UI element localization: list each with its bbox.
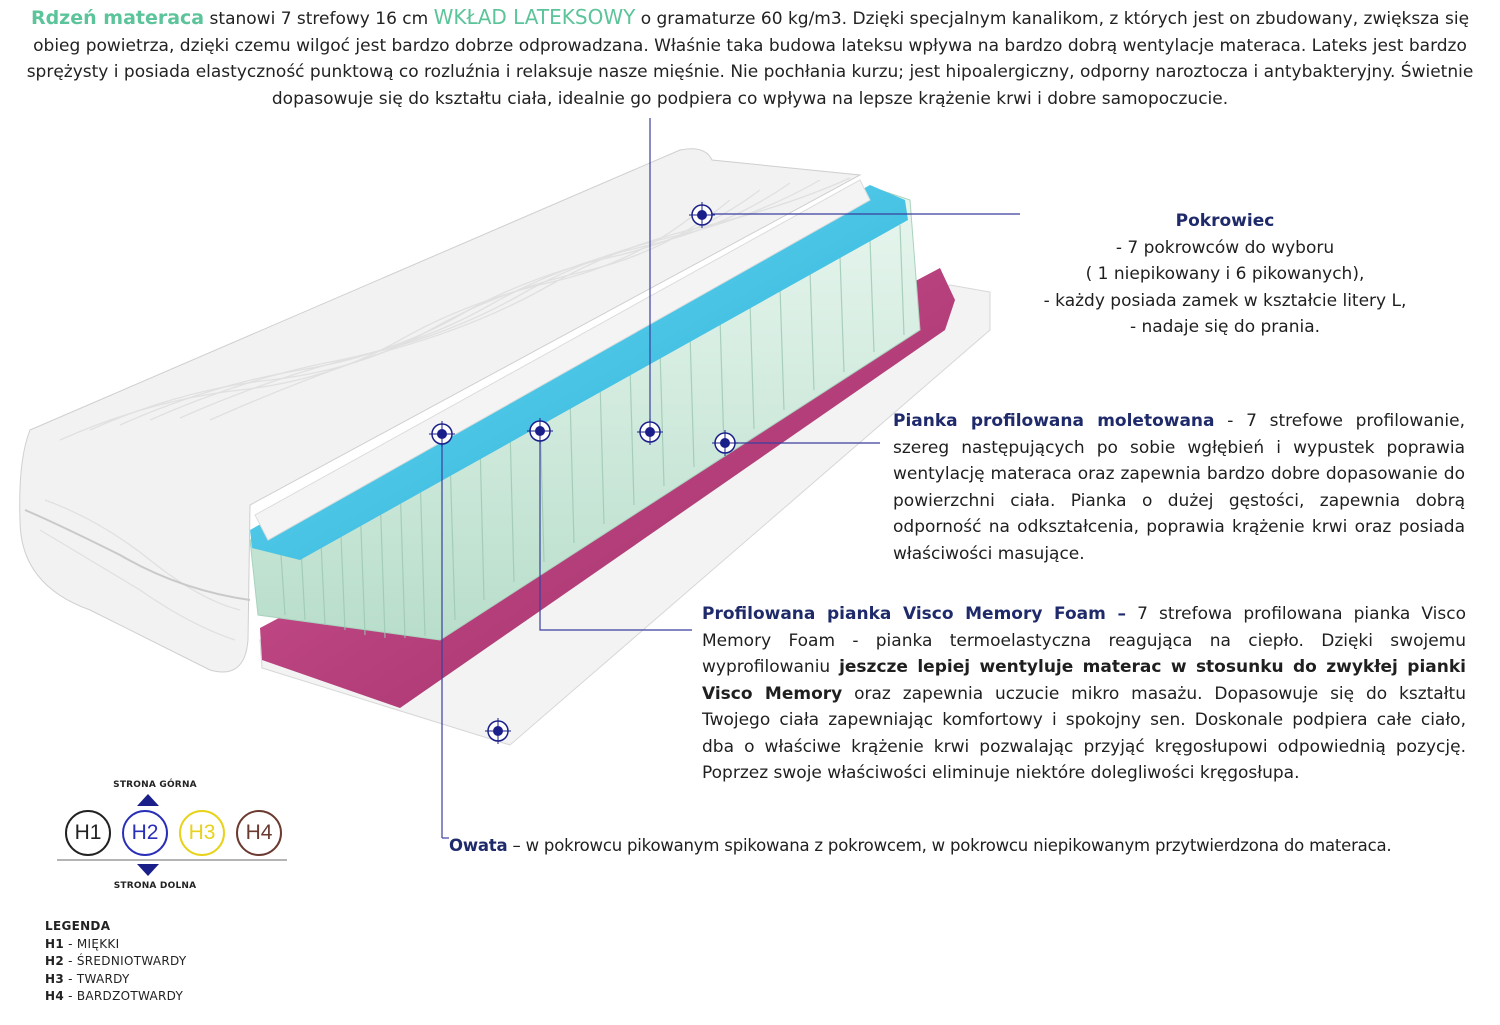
legend-desc: - ŚREDNIOTWARDY <box>64 954 187 968</box>
visco-text-2: oraz zapewnia uczucie mikro masażu. Dopasowuje się do kształtu Twojego ciała zapewniając komfortowy i spokojny sen. Doskonale podpiera całe ciało, dba o właściwe krążenie krwi pozwalając przyjąć kręgosłupowi odpowiednią pozycję. Poprzez swoje właściwości eliminuje niektóre dolegliwości kręgosłupa. <box>702 683 1466 783</box>
cover-description <box>1030 208 1420 341</box>
cover-line: - 7 pokrowców do wyboru <box>1115 237 1335 258</box>
legend-item <box>45 936 187 954</box>
legend <box>45 918 187 1006</box>
legend-desc: - TWARDY <box>64 971 130 986</box>
hardness-h2: H2 <box>122 810 168 856</box>
hardness-h1: H1 <box>65 810 111 856</box>
visco-text-1: 7 strefowa profilowana pianka Visco Memory Foam - pianka termoelastyczna reagująca na ciepło. Dzięki swojemu wyprofilowaniu <box>702 604 1466 677</box>
wadding-title: Owata <box>449 836 508 855</box>
cover-line: - każdy posiada zamek w kształcie litery L, <box>1043 290 1407 311</box>
intro-paragraph <box>18 4 1482 112</box>
legend-code: H3 <box>45 971 64 986</box>
hardness-h3: H3 <box>179 810 225 856</box>
visco-title: Profilowana pianka Visco Memory Foam – <box>702 604 1126 624</box>
legend-desc: - MIĘKKI <box>64 936 120 951</box>
legend-item <box>45 953 187 971</box>
bottom-side-label: STRONA DOLNA <box>113 881 197 891</box>
visco-bold-text: jeszcze lepiej wentyluje materac w stosunku do zwykłej pianki Visco Memory <box>702 657 1466 704</box>
arrow-up-icon <box>137 794 159 806</box>
hardness-h4: H4 <box>236 810 282 856</box>
intro-term-core: Rdzeń materaca <box>30 7 205 29</box>
top-side-label: STRONA GÓRNA <box>113 780 197 790</box>
cover-title: Pokrowiec <box>1175 211 1275 231</box>
profiled-foam-text: - 7 strefowe profilowanie, szereg następujących po sobie wgłębień i wypustek poprawia wentylację materaca oraz zapewnia bardzo dobre dopasowanie do powierzchni ciała. Pianka o dużej gęstości, zapewnia dobrą odporność na odkształcenia, poprawia krążenie krwi oraz posiada właściwości masujące. <box>893 411 1466 564</box>
intro-term-latex: WKŁAD LATEKSOWY <box>433 5 636 29</box>
legend-code: H4 <box>45 989 64 1003</box>
legend-code: H1 <box>45 936 64 951</box>
legend-title: LEGENDA <box>45 919 111 933</box>
arrow-down-icon <box>137 864 159 876</box>
hardness-indicator <box>55 776 295 896</box>
cover-line: ( 1 niepikowany i 6 pikowanych), <box>1085 264 1365 284</box>
cover-line: - nadaje się do prania. <box>1129 317 1321 337</box>
wadding-text: – w pokrowcu pikowanym spikowana z pokrowcem, w pokrowcu niepikowanym przytwierdzona do materaca. <box>507 836 1392 855</box>
legend-item <box>45 971 187 989</box>
legend-desc: - BARDZOTWARDY <box>64 989 184 1003</box>
wadding-description <box>449 834 1469 858</box>
profiled-foam-title: Pianka profilowana moletowana <box>893 411 1215 431</box>
profiled-foam-description <box>893 408 1465 567</box>
intro-text-2: o gramaturze 60 kg/m3. Dzięki specjalnym kanalikom, z których jest on zbudowany, zwiększa się obieg powietrza, dzięki czemu wilgoć jest bardzo dobrze odprowadzana. Właśnie taka budowa lateksu wpływa na bardzo dobrą wentylacje materaca. Lateks jest bardzo sprężysty i posiada elastyczność punktową co rozluźnia i relaksuje nasze mięśnie. Nie pochłania kurzu; jest hipoalergiczny, odporny naroztocza i antybakteryjny. Świetnie dopasowuje się do kształtu ciała, idealnie go podpiera co wpływa na lepsze krążenie krwi i dobre samopoczucie. <box>26 9 1474 109</box>
visco-description <box>702 601 1466 787</box>
intro-text-1: stanowi 7 strefowy 16 cm <box>204 9 434 29</box>
legend-item <box>45 988 187 1006</box>
legend-code: H2 <box>45 954 64 968</box>
